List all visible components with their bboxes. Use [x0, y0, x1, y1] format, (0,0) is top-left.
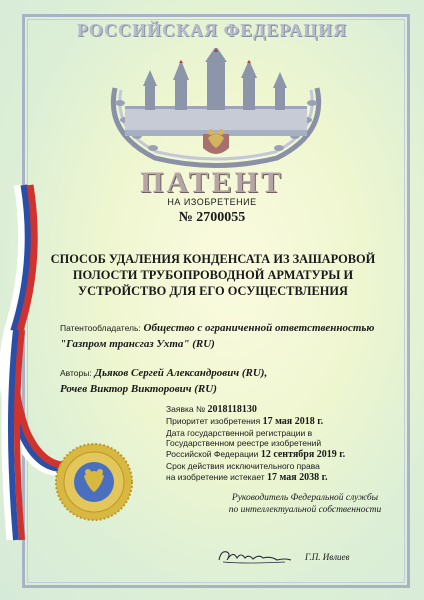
registration-date: 12 сентября 2019 г.	[260, 449, 346, 461]
signatory-position	[208, 492, 402, 516]
invention-title-line: УСТРОЙСТВО ДЛЯ ЕГО ОСУЩЕСТВЛЕНИЯ	[78, 284, 348, 298]
owner-name-line2: "Газпром трансгаз Ухта" (RU)	[60, 338, 215, 350]
priority-label: Приоритет изобретения	[166, 415, 261, 426]
registration-text-3: Российской Федерации	[166, 449, 259, 460]
registration-text-1: Дата государственной регистрации в	[166, 427, 313, 438]
signature-icon	[215, 546, 295, 568]
invention-title-line: ПОЛОСТИ ТРУБОПРОВОДНОЙ АРМАТУРЫ И	[72, 268, 354, 282]
patent-number: № 2700055	[178, 210, 246, 225]
signatory-position-line2: по интеллектуальной собственности	[228, 505, 382, 515]
registration-text-2: Государственном реестре изобретений	[166, 438, 322, 449]
owner-label: Патентообладатель:	[60, 323, 141, 333]
validity-date: 17 мая 2038 г.	[267, 471, 328, 483]
official-seal-icon	[54, 442, 134, 522]
signatory-position-line1: Руководитель Федеральной службы	[231, 493, 379, 503]
owner-name-line1: Общество с ограниченной ответственностью	[143, 322, 375, 334]
document-title: ПАТЕНТ	[140, 166, 284, 199]
application-label: Заявка №	[166, 404, 206, 414]
registration-details	[166, 404, 406, 484]
author-2: Рочев Виктор Викторович (RU)	[60, 383, 217, 395]
validity-text-1: Срок действия исключительного права	[166, 460, 320, 471]
validity-text-2: на изобретение истекает	[166, 471, 265, 482]
application-number: 2018118130	[207, 404, 257, 415]
signature-block	[215, 546, 395, 568]
country-header: РОССИЙСКАЯ ФЕДЕРАЦИЯ	[76, 20, 348, 40]
document-subtitle: НА ИЗОБРЕТЕНИЕ	[167, 197, 257, 207]
invention-title-line: СПОСОБ УДАЛЕНИЯ КОНДЕНСАТА ИЗ ЗАШАРОВОЙ	[50, 252, 376, 266]
priority-date: 17 мая 2018 г.	[262, 415, 324, 427]
signatory-name: Г.П. Ивлиев	[305, 552, 350, 562]
author-1: Дьяков Сергей Александрович (RU),	[94, 367, 268, 379]
authors-label: Авторы:	[60, 368, 92, 378]
